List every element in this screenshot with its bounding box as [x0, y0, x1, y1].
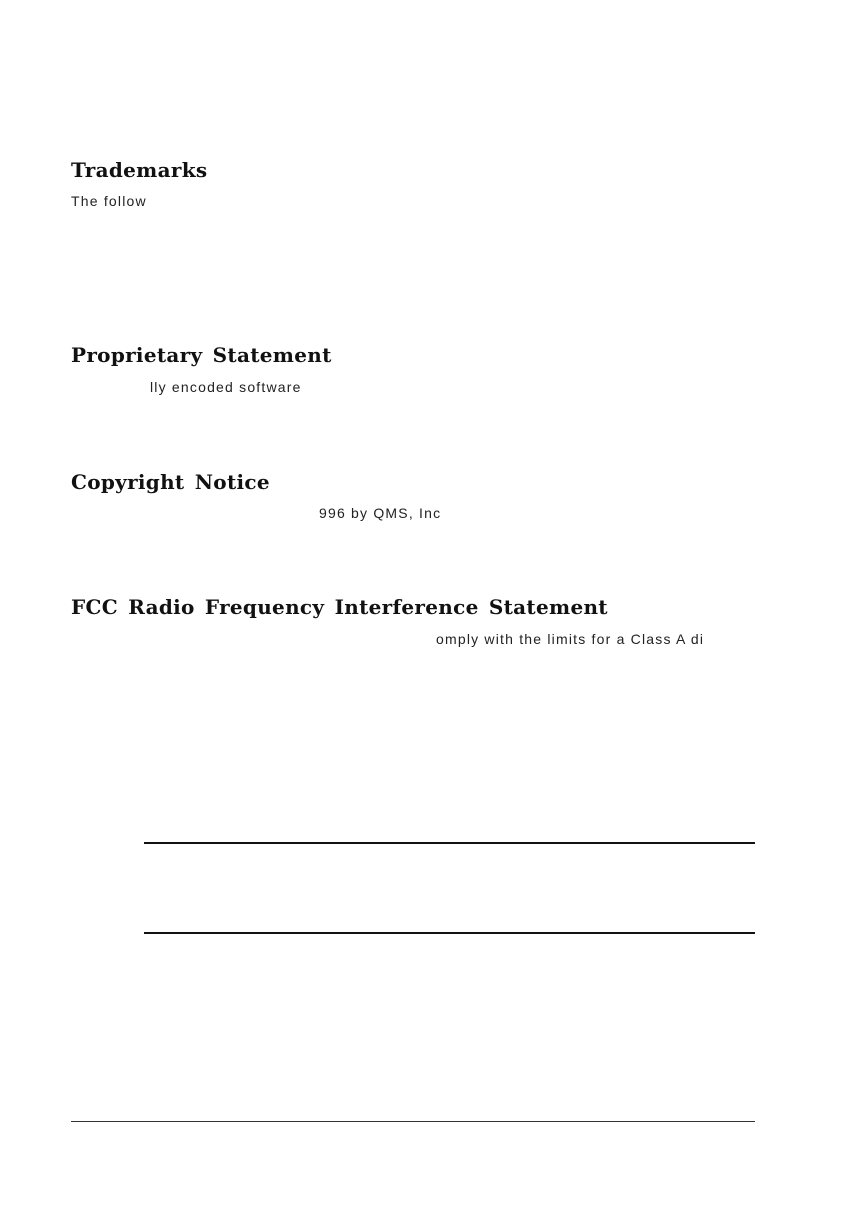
trademarks-heading: Trademarks [71, 158, 208, 182]
proprietary-statement-heading: Proprietary Statement [71, 343, 332, 367]
copyright-text-fragment: 996 by QMS, Inc [319, 505, 442, 521]
fcc-text-fragment: omply with the limits for a Class A di [436, 631, 705, 647]
copyright-notice-heading: Copyright Notice [71, 470, 270, 494]
proprietary-text-fragment: lly encoded software [150, 379, 302, 395]
note-box-bottom-rule [144, 932, 755, 934]
note-box-top-rule [144, 842, 755, 844]
trademarks-text-fragment: The follow [71, 193, 147, 209]
footer-rule [71, 1121, 755, 1122]
fcc-statement-heading: FCC Radio Frequency Interference Statement [71, 595, 608, 619]
